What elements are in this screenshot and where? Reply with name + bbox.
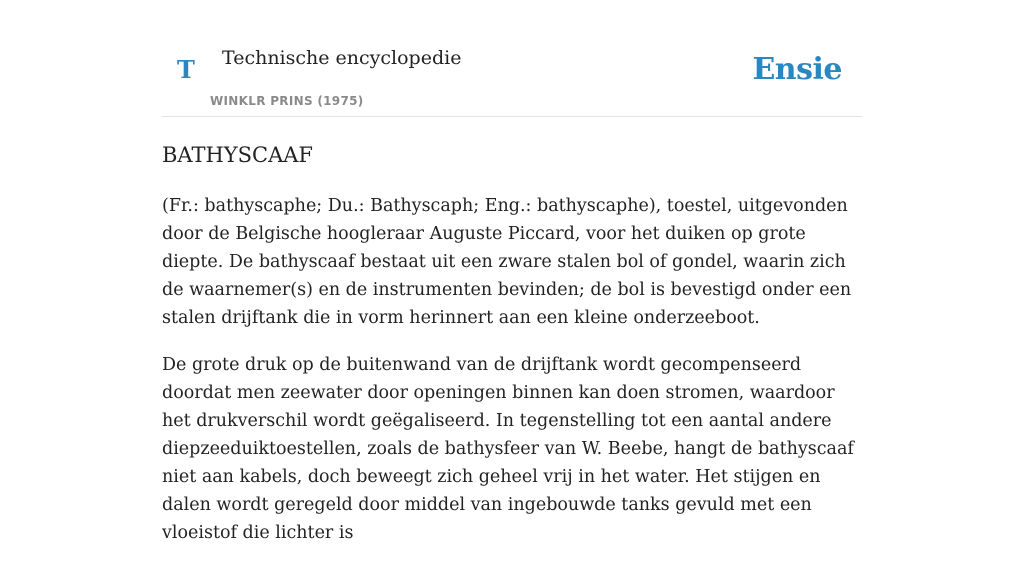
site-logo[interactable]: Ensie [752, 52, 842, 87]
book-subtitle: WINKLR PRINS (1975) [210, 94, 364, 108]
book-title[interactable]: Technische encyclopedie [222, 47, 462, 69]
article-paragraph: (Fr.: bathyscaphe; Du.: Bathyscaph; Eng.: bathyscaphe), toestel, uitgevonden door de Belgische hoogleraar Auguste Piccard, voor het duiken op grote diepte. De bathyscaaf bestaat uit een zware stalen bol of gondel, waarin zich de waarnemer(s) en de instrumenten bevinden; de bol is bevestigd onder een stalen drijftank die in vorm herinnert aan een kleine onderzeeboot. [162, 196, 852, 328]
article-paragraph: De grote druk op de buitenwand van de drijftank wordt gecompenseerd doordat men zeewater door openingen binnen kan doen stromen, waardoor het drukverschil wordt geëgaliseerd. In tegenstelling tot een aantal andere diepzeeduiktoestellen, zoals de bathysfeer van W. Beebe, hangt de bathyscaaf niet aan kabels, doch beweegt zich geheel vrij in het water. Het stijgen en dalen wordt geregeld door middel van ingebouwde tanks gevuld met een vloeistof die lichter is [162, 355, 854, 543]
article-body [162, 192, 862, 566]
book-header [162, 0, 862, 117]
article-headword: BATHYSCAAF [162, 143, 313, 167]
book-logo[interactable]: T [177, 55, 195, 84]
